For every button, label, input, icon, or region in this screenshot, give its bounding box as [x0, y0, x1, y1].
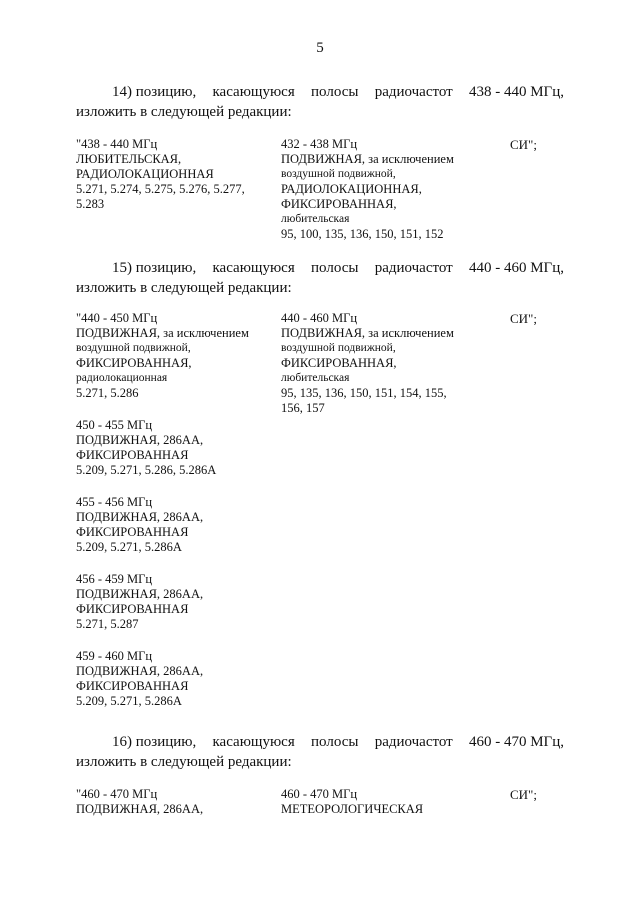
band-line: 440 - 460 МГц	[281, 311, 358, 325]
band-line: МЕТЕОРОЛОГИЧЕСКАЯ	[281, 802, 424, 816]
band-line: "440 - 450 МГц	[76, 311, 158, 325]
section-16-intro	[76, 732, 564, 772]
band-line: ПОДВИЖНАЯ, за исключением	[76, 326, 249, 340]
intro-word: полосы	[311, 84, 359, 100]
intro-word: радиочастот	[374, 734, 453, 750]
band-line: "460 - 470 МГц	[76, 787, 158, 801]
intro-word: касающуюся	[212, 734, 295, 750]
band-line: воздушной подвижной,	[281, 168, 396, 180]
intro-word: 440 - 460 МГц,	[468, 260, 564, 276]
band-line: ФИКСИРОВАННАЯ,	[281, 356, 397, 370]
section-14-col-new-band	[76, 137, 271, 212]
page-number: 5	[316, 40, 324, 56]
band-line: любительская	[281, 372, 350, 384]
band-entry	[76, 495, 271, 555]
band-line: ПОДВИЖНАЯ, 286АА,	[76, 587, 204, 601]
section-14-col-note	[510, 137, 570, 152]
section-15-intro	[76, 258, 564, 298]
band-line: ЛЮБИТЕЛЬСКАЯ,	[76, 152, 182, 166]
band-line: ФИКСИРОВАННАЯ	[76, 525, 189, 539]
band-line: 5.271, 5.274, 5.275, 5.276, 5.277,	[76, 182, 245, 196]
intro-line-2: изложить в следующей редакции:	[76, 104, 292, 120]
band-line: ФИКСИРОВАННАЯ,	[281, 197, 397, 211]
note-text: СИ";	[510, 137, 537, 152]
band-line: 5.209, 5.271, 5.286А	[76, 694, 182, 708]
band-line: любительская	[281, 213, 350, 225]
band-line: 95, 135, 136, 150, 151, 154, 155,	[281, 386, 447, 400]
band-line: воздушной подвижной,	[76, 342, 191, 354]
band-line: РАДИОЛОКАЦИОННАЯ	[76, 167, 214, 181]
band-line: 5.209, 5.271, 5.286, 5.286А	[76, 463, 217, 477]
intro-word: радиочастот	[374, 260, 453, 276]
band-entry	[76, 418, 271, 478]
band-line: воздушной подвижной,	[281, 342, 396, 354]
intro-word: 438 - 440 МГц,	[468, 84, 564, 100]
intro-word: 15) позицию,	[112, 260, 197, 276]
band-line: ПОДВИЖНАЯ, за исключением	[281, 326, 454, 340]
band-line: 95, 100, 135, 136, 150, 151, 152	[281, 227, 444, 241]
band-line: ФИКСИРОВАННАЯ	[76, 602, 189, 616]
band-line: 456 - 459 МГц	[76, 572, 153, 586]
band-line: 5.271, 5.286	[76, 386, 139, 400]
band-line: 450 - 455 МГц	[76, 418, 153, 432]
section-16-col-existing-band	[281, 787, 481, 817]
band-line: ПОДВИЖНАЯ, 286АА,	[76, 664, 204, 678]
intro-word: 14) позицию,	[112, 84, 197, 100]
band-line: "438 - 440 МГц	[76, 137, 158, 151]
section-16-col-new-band	[76, 787, 271, 817]
band-line: ПОДВИЖНАЯ, 286АА,	[76, 510, 204, 524]
section-14-intro	[76, 82, 564, 122]
band-line: ПОДВИЖНАЯ, за исключением	[281, 152, 454, 166]
section-15-col-note	[510, 311, 570, 326]
intro-word: полосы	[311, 260, 359, 276]
intro-word: касающуюся	[212, 260, 295, 276]
band-entry	[76, 572, 271, 632]
band-line: 459 - 460 МГц	[76, 649, 153, 663]
intro-word: полосы	[311, 734, 359, 750]
intro-word: касающуюся	[212, 84, 295, 100]
band-line: 5.271, 5.287	[76, 617, 139, 631]
section-14-col-existing-band	[281, 137, 481, 242]
band-line: 460 - 470 МГц	[281, 787, 358, 801]
band-line: 432 - 438 МГц	[281, 137, 358, 151]
band-line: 5.209, 5.271, 5.286А	[76, 540, 182, 554]
band-entry	[76, 787, 271, 817]
band-line: РАДИОЛОКАЦИОННАЯ,	[281, 182, 422, 196]
section-15-col-existing-band	[281, 311, 481, 416]
band-line: ПОДВИЖНАЯ, 286АА,	[76, 802, 204, 816]
band-line: 455 - 456 МГц	[76, 495, 153, 509]
band-entry	[76, 649, 271, 709]
note-text: СИ";	[510, 311, 537, 326]
section-16-col-note	[510, 787, 570, 802]
note-text: СИ";	[510, 787, 537, 802]
band-line: ФИКСИРОВАННАЯ	[76, 448, 189, 462]
band-entry	[76, 137, 271, 212]
intro-word: радиочастот	[374, 84, 453, 100]
band-line: 5.283	[76, 197, 105, 211]
band-line: ПОДВИЖНАЯ, 286АА,	[76, 433, 204, 447]
section-15-col-new-band	[76, 311, 271, 709]
intro-line-2: изложить в следующей редакции:	[76, 280, 292, 296]
band-line: 156, 157	[281, 401, 325, 415]
band-line: радиолокационная	[76, 372, 168, 384]
intro-word: 460 - 470 МГц,	[468, 734, 564, 750]
band-line: ФИКСИРОВАННАЯ	[76, 679, 189, 693]
intro-word: 16) позицию,	[112, 734, 197, 750]
band-line: ФИКСИРОВАННАЯ,	[76, 356, 192, 370]
intro-line-2: изложить в следующей редакции:	[76, 754, 292, 770]
band-entry	[76, 311, 271, 401]
